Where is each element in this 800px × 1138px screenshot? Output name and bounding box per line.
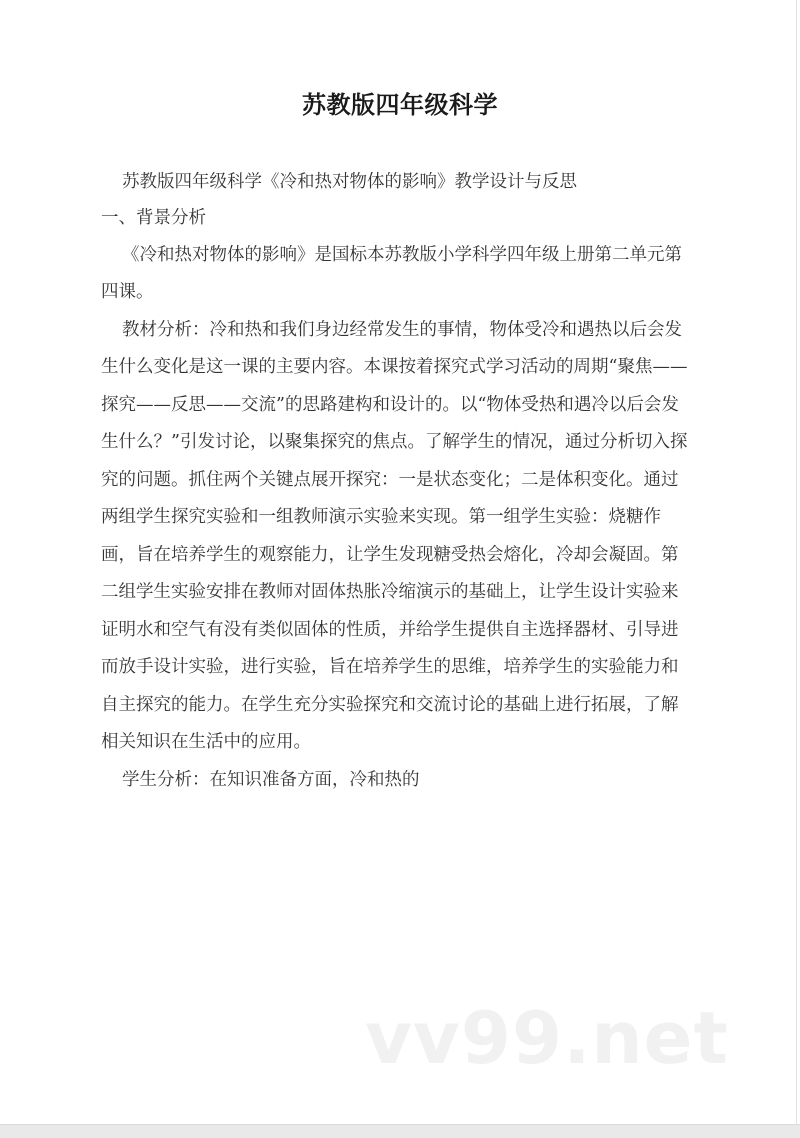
page-bottom-edge [0,1124,800,1138]
paragraph-line: 《冷和热对物体的影响》是国标本苏教版小学科学四年级上册第二单元第 [122,245,682,265]
paragraph-line: 相关知识在生活中的应用。 [101,732,311,752]
paragraph-line: 两组学生探究实验和一组教师演示实验来实现。第一组学生实验：烧糖作 [101,507,661,527]
paragraph-line: 究的问题。抓住两个关键点展开探究：一是状态变化；二是体积变化。通过 [101,470,679,490]
paragraph-line: 生什么变化是这一课的主要内容。本课按着探究式学习活动的周期“聚焦—— [101,357,688,377]
paragraph-line: 生什么？”引发讨论，以聚集探究的焦点。了解学生的情况，通过分析切入探 [101,432,688,452]
paragraph-line: 而放手设计实验，进行实验，旨在培养学生的思维，培养学生的实验能力和 [101,657,679,677]
document-title: 苏教版四年级科学 [302,91,498,119]
paragraph-line: 四课。 [101,282,154,302]
watermark: vv99.net [365,996,729,1080]
section-heading-background-analysis: 一、背景分析 [101,208,206,228]
paragraph-line: 探究——反思——交流”的思路建构和设计的。以“物体受热和遇冷以后会发 [101,395,679,415]
paragraph-line: 二组学生实验安排在教师对固体热胀冷缩演示的基础上，让学生设计实验来 [101,582,679,602]
paragraph-line: 画，旨在培养学生的观察能力，让学生发现糖受热会熔化，冷却会凝固。第 [101,545,679,565]
paragraph-line: 自主探究的能力。在学生充分实验探究和交流讨论的基础上进行拓展，了解 [101,695,679,715]
paragraph-line: 学生分析：在知识准备方面，冷和热的 [122,770,420,790]
document-subtitle: 苏教版四年级科学《冷和热对物体的影响》教学设计与反思 [122,172,577,192]
paragraph-line: 教材分析：冷和热和我们身边经常发生的事情，物体受冷和遇热以后会发 [122,320,682,340]
paragraph-line: 证明水和空气有没有类似固体的性质，并给学生提供自主选择器材、引导进 [101,620,679,640]
